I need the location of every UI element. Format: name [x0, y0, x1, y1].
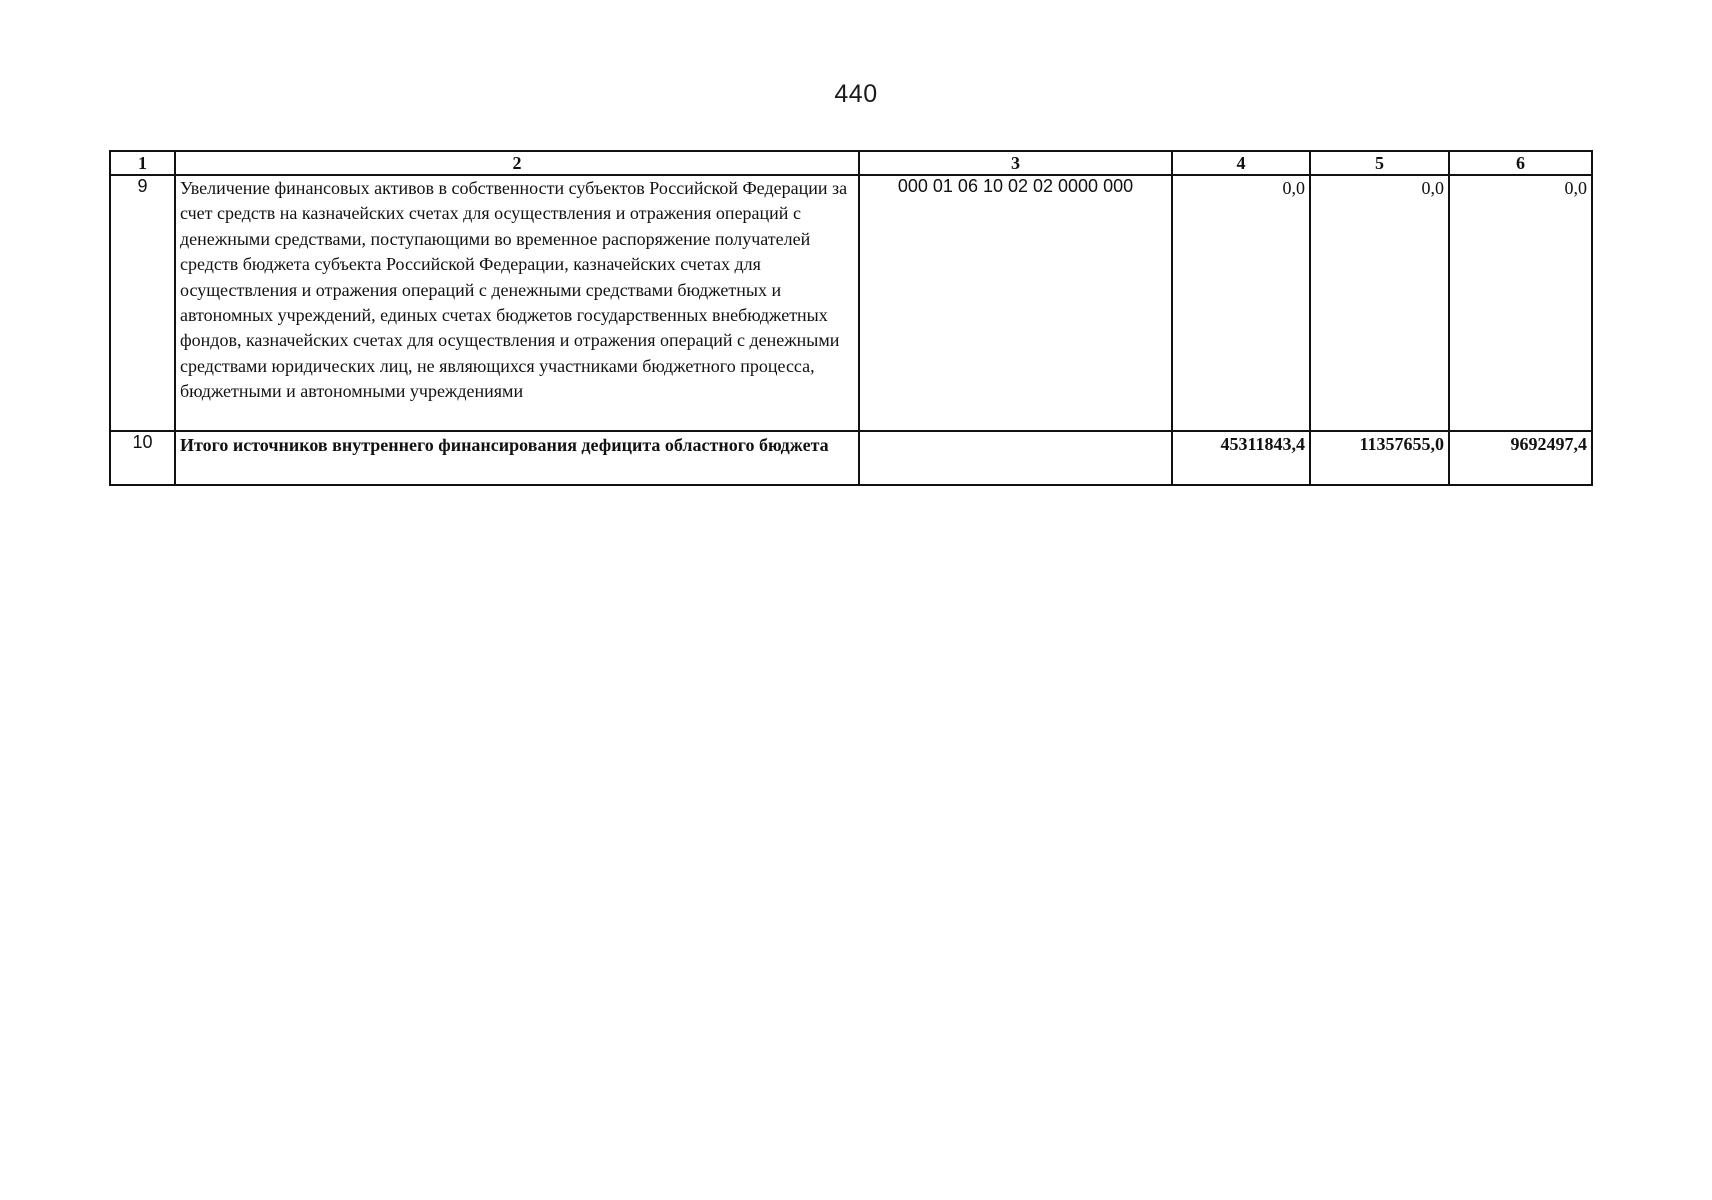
header-col-6: 6	[1449, 151, 1592, 175]
row-number: 10	[110, 431, 175, 485]
row-description: Итого источников внутреннего финансирования дефицита областного бюджета	[175, 431, 859, 485]
header-col-3: 3	[859, 151, 1172, 175]
header-col-5: 5	[1310, 151, 1449, 175]
page-number: 440	[834, 80, 878, 108]
total-col-5: 11357655,0	[1310, 431, 1449, 485]
total-col-6: 9692497,4	[1449, 431, 1592, 485]
budget-code: 000 01 06 10 02 02 0000 000	[859, 175, 1172, 431]
header-col-4: 4	[1172, 151, 1310, 175]
row-description: Увеличение финансовых активов в собственности субъектов Российской Федерации за счет средств на казначейских счетах для осуществления и отражения операций с денежными средствами, поступающими во временное распоряжение получателей средств бюджета субъекта Российской Федерации, казначейских счетах для осуществления и отражения операций с денежными средствами бюджетных и автономных учреждений, единых счетах бюджетов государственных внебюджетных фондов, казначейских счетах для осуществления и отражения операций с денежными средствами юридических лиц, не являющихся участниками бюджетного процесса, бюджетными и автономными учреждениями	[175, 175, 859, 431]
budget-sources-table	[109, 150, 1593, 486]
header-col-2: 2	[175, 151, 859, 175]
value-col-5: 0,0	[1310, 175, 1449, 431]
table-row	[110, 175, 1592, 431]
budget-code	[859, 431, 1172, 485]
table-row-total	[110, 431, 1592, 485]
value-col-4: 0,0	[1172, 175, 1310, 431]
value-col-6: 0,0	[1449, 175, 1592, 431]
header-col-1: 1	[110, 151, 175, 175]
total-col-4: 45311843,4	[1172, 431, 1310, 485]
row-number: 9	[110, 175, 175, 431]
table-header-row	[110, 151, 1592, 175]
